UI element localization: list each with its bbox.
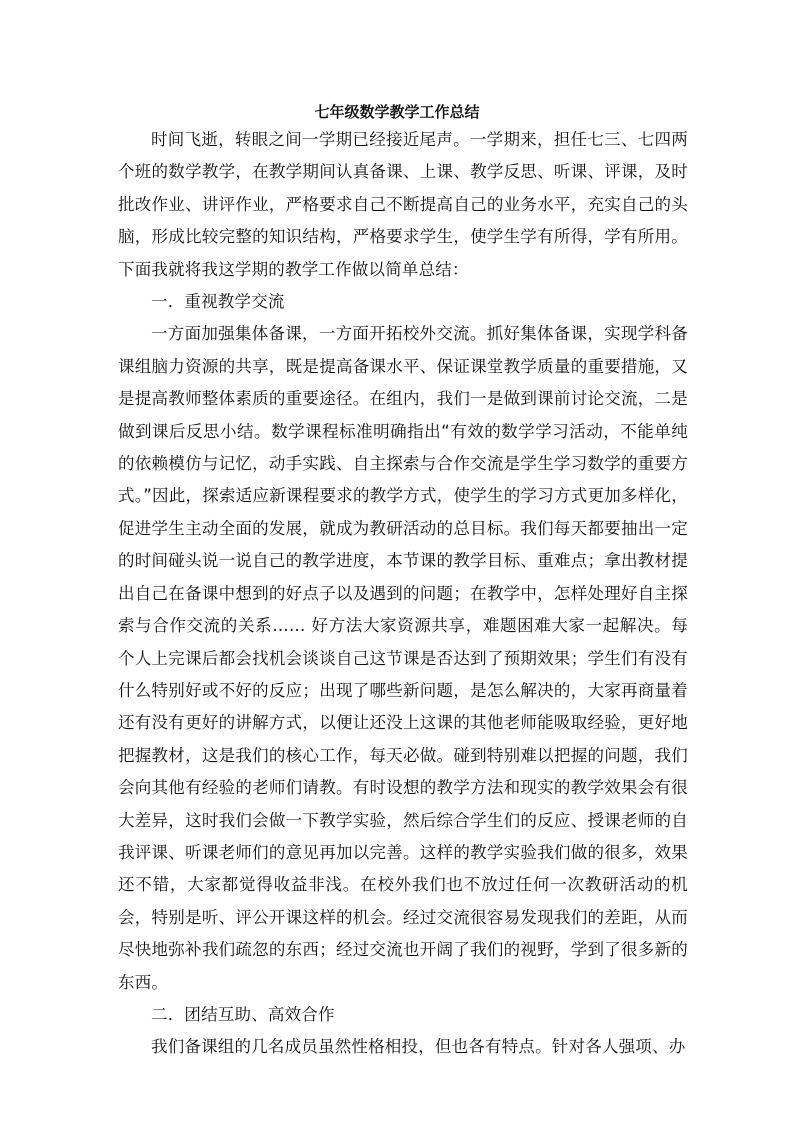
document-body	[118, 124, 688, 1064]
section-2-paragraph: 我们备课组的几名成员虽然性格相投，但也各有特点。针对各人强项、办	[151, 1037, 686, 1057]
document-title: 七年级数学教学工作总结	[314, 103, 480, 121]
intro-paragraph: 时间飞逝，转眼之间一学期已经接近尾声。一学期来，担任七三、七四两个班的数学教学，在教学期间认真备课、上课、教学反思、听课、评课，及时批改作业、讲评作业，严格要求自己不断提高自己的业务水平，充实自己的头脑，形成比较完整的知识结构，严格要求学生，使学生学有所得，学有所用。下面我就将我这学期的教学工作做以简单总结：	[118, 130, 688, 279]
section-1-heading: 一．重视教学交流	[151, 292, 285, 312]
section-2-heading: 二．团结互助、高效合作	[151, 1004, 335, 1024]
section-1-paragraph: 一方面加强集体备课，一方面开拓校外交流。抓好集体备课，实现学科备课组脑力资源的共享，既是提高备课水平、保证课堂教学质量的重要措施，又是提高教师整体素质的重要途径。在组内，我们一是做到课前讨论交流，二是做到课后反思小结。数学课程标准明确指出“有效的数学学习活动，不能单纯的依赖模仿与记忆，动手实践、自主探索与合作交流是学生学习数学的重要方式。”因此，探索适应新课程要求的教学方式，使学生的学习方式更加多样化，促进学生主动全面的发展，就成为教研活动的总目标。我们每天都要抽出一定的时间碰头说一说自己的教学进度，本节课的教学目标、重难点；拿出教材提出自己在备课中想到的好点子以及遇到的问题；在教学中，怎样处理好自主探索与合作交流的关系…… 好方法大家资源共享，难题困难大家一起解决。每个人上完课后都会找机会谈谈自己这节课是否达到了预期效果；学生们有没有什么特别好或不好的反应；出现了哪些新问题，是怎么解决的，大家再商量着还有没有更好的讲解方式，以便让还没上这课的其他老师能吸取经验，更好地把握教材，这是我们的核心工作，每天必做。碰到特别难以把握的问题，我们会向其他有经验的老师们请教。有时设想的教学方法和现实的教学效果会有很大差异，这时我们会做一下教学实验，然后综合学生们的反应、授课老师的自我评课、听课老师们的意见再加以完善。这样的教学实验我们做的很多，效果还不错，大家都觉得收益非浅。在校外我们也不放过任何一次教研活动的机会，特别是听、评公开课这样的机会。经过交流很容易发现我们的差距，从而尽快地弥补我们疏忽的东西；经过交流也开阔了我们的视野，学到了很多新的东西。	[118, 324, 688, 992]
